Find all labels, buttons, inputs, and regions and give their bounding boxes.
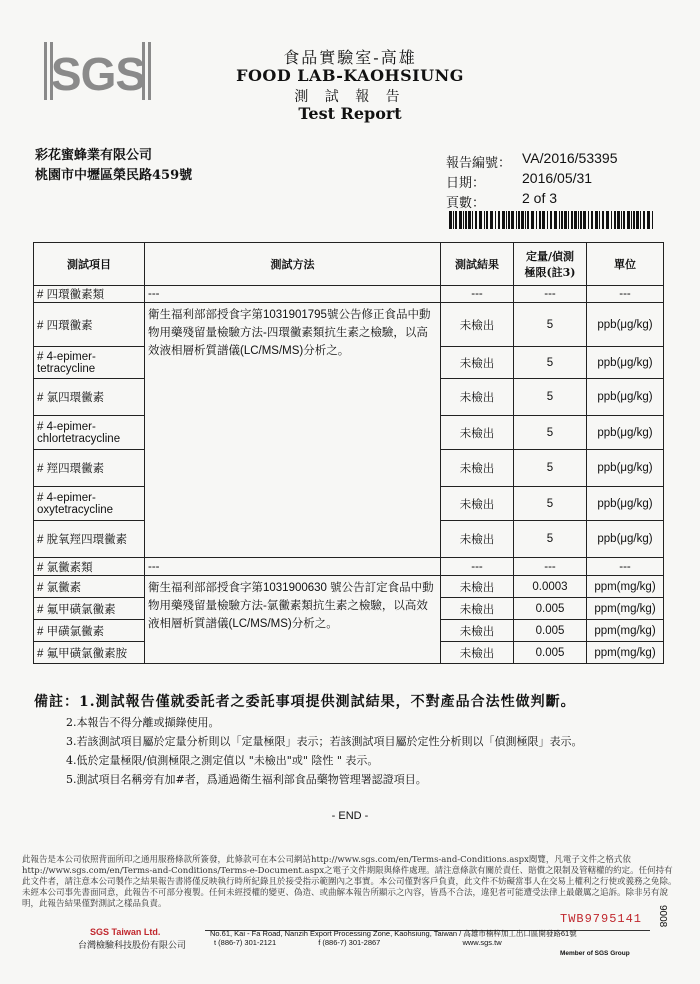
barcode-bar (633, 211, 635, 229)
barcode-bar (591, 211, 593, 229)
group2-method: --- (145, 558, 441, 576)
barcode-bar (521, 211, 524, 229)
note-3: 3.若該測試項目屬於定量分析則以「定量極限」表示；若該測試項目屬於定性分析則以「偵測極限」表示。 (66, 735, 583, 748)
footer-contact (214, 938, 502, 947)
barcode-bar (554, 211, 557, 229)
group2-name: # 氯黴素類 (34, 558, 145, 576)
group1-method: --- (145, 286, 441, 303)
limit-cell: 5 (514, 521, 587, 558)
limit-cell: 5 (514, 416, 587, 450)
results-table (33, 242, 664, 664)
item-cell: # 羥四環黴素 (34, 450, 145, 487)
group2-result: --- (441, 558, 514, 576)
side-code: 9008 (657, 905, 668, 928)
group1-unit: --- (587, 286, 664, 303)
item-cell: # 氯四環黴素 (34, 379, 145, 416)
footer-phone: t (886-7) 301-2121 (214, 938, 277, 947)
barcode-bar (643, 211, 645, 229)
barcode-bar (465, 211, 467, 229)
barcode-bar (588, 211, 589, 229)
group1-result: --- (441, 286, 514, 303)
table-row (34, 303, 664, 347)
limit-cell: 5 (514, 487, 587, 521)
barcode-bar (647, 211, 650, 229)
barcode-bar (583, 211, 586, 229)
barcode-bar (506, 211, 507, 229)
unit-cell: ppb(μg/kg) (587, 521, 664, 558)
report-page-value: 2 of 3 (522, 190, 558, 206)
item-cell: # 氟甲磺氯黴素胺 (34, 642, 145, 664)
barcode-bar (495, 211, 496, 229)
barcode-bar (536, 211, 537, 229)
barcode-bar (559, 211, 560, 229)
item-cell: # 四環黴素 (34, 303, 145, 347)
footer-web: www.sgs.tw (462, 938, 502, 947)
result-cell: 未檢出 (441, 487, 514, 521)
barcode-bar (527, 211, 529, 229)
unit-cell: ppb(μg/kg) (587, 450, 664, 487)
note-4: 4.低於定量極限/偵測極限之測定值以 "未檢出"或" 陰性 " 表示。 (66, 754, 379, 767)
barcode-bar (479, 211, 482, 229)
barcode-bar (571, 211, 573, 229)
barcode-bar (531, 211, 534, 229)
table-header-row (34, 243, 664, 286)
barcode-bar (640, 211, 641, 229)
barcode-bar (627, 211, 630, 229)
limit-cell: 5 (514, 450, 587, 487)
footer-address: No.61, Kai - Fa Road, Nanzih Export Processing Zone, Kaohsiung, Taiwan / 高雄市楠梓加工出口區開發路61號 (210, 929, 577, 938)
unit-cell: ppb(μg/kg) (587, 487, 664, 521)
result-cell: 未檢出 (441, 598, 514, 620)
unit-cell: ppb(μg/kg) (587, 303, 664, 347)
header-unit: 單位 (587, 243, 664, 286)
barcode-bar (617, 211, 620, 229)
result-cell: 未檢出 (441, 521, 514, 558)
result-cell: 未檢出 (441, 620, 514, 642)
header-method: 測試方法 (145, 243, 441, 286)
barcode-bar (511, 211, 514, 229)
barcode-bar (502, 211, 505, 229)
barcode-bar (547, 211, 548, 229)
barcode-bar (525, 211, 526, 229)
report-no-value: VA/2016/53395 (522, 150, 618, 166)
limit-cell: 0.005 (514, 642, 587, 664)
result-cell: 未檢出 (441, 576, 514, 598)
result-cell: 未檢出 (441, 347, 514, 379)
item-cell: # 甲磺氯黴素 (34, 620, 145, 642)
barcode-bar (652, 211, 653, 229)
item-cell: # 脫氧羥四環黴素 (34, 521, 145, 558)
barcode-bar (561, 211, 563, 229)
item-cell: # 4-epimer-oxytetracycline (34, 487, 145, 521)
barcode-bar (602, 211, 604, 229)
item-cell: # 氟甲磺氯黴素 (34, 598, 145, 620)
barcode-bar (468, 211, 471, 229)
header-limit (514, 243, 587, 286)
disclaimer: 此報告是本公司依照背面所印之通用服務條款所簽發，此條款可在本公司網站http://www.sgs.com/en/Terms-and-Conditions.aspx閱覽，凡電子文件之格式依http://www.sgs.com/en/Terms-and-Conditions/Terms-e-Document.aspx之電子文件期限與條件處理。請注意條款有關於責任、賠償之限制及管轄權的約定。任何持有此文件者，請注意本公司製作之結果報告書將僅反映執行時所紀錄且於接受指示範圍內之事實。本公司僅對客戶負責，此文件不妨礙當事人在交易上權利之行使或義務之免除。未經本公司事先書面同意，此報告不可部分複製。任何未經授權的變更、偽造、或曲解本報告所顯示之內容，皆爲不合法，違犯者可能遭受法律上最嚴厲之追訴。除非另有說明，此報告結果僅對測試之樣品負責。 (22, 855, 677, 909)
client-address: 桃園市中壢區榮民路459號 (35, 168, 193, 183)
limit-cell: 5 (514, 347, 587, 379)
report-no-label: 報告編號： (446, 156, 512, 171)
barcode-bar (550, 211, 552, 229)
group1-name: # 四環黴素類 (34, 286, 145, 303)
barcode-bar (455, 211, 457, 229)
barcode-bar (486, 211, 488, 229)
barcode-bar (516, 211, 517, 229)
barcode-bar (539, 211, 541, 229)
barcode-bar (449, 211, 452, 229)
barcode-bar (453, 211, 454, 229)
result-cell: 未檢出 (441, 450, 514, 487)
barcode-bar (568, 211, 569, 229)
header-result: 測試結果 (441, 243, 514, 286)
group2-method-text: 衛生福利部部授食字第1031900630 號公告訂定食品中動物用藥殘留量檢驗方法-氯黴素類抗生素之檢驗，以高效液相層析質譜儀(LC/MS/MS)分析之。 (145, 576, 441, 664)
group1-method-text: 衛生福利部部授食字第1031901795號公告修正食品中動物用藥殘留量檢驗方法-四環黴素類抗生素之檢驗，以高效液相層析質譜儀(LC/MS/MS)分析之。 (145, 303, 441, 558)
barcode-bar (599, 211, 600, 229)
item-cell: # 4-epimer-tetracycline (34, 347, 145, 379)
client-name: 彩花蜜蜂業有限公司 (35, 148, 153, 163)
report-title-en: Test Report (298, 104, 402, 123)
table-row (34, 558, 664, 576)
unit-cell: ppm(mg/kg) (587, 576, 664, 598)
result-cell: 未檢出 (441, 303, 514, 347)
unit-cell: ppb(μg/kg) (587, 379, 664, 416)
barcode-bar (631, 211, 632, 229)
header-limit-line2: 極限(註3) (524, 266, 576, 279)
barcode-bar (508, 211, 510, 229)
result-cell: 未檢出 (441, 416, 514, 450)
table-row (34, 576, 664, 598)
lab-name-zh: 食品實驗室-高雄 (283, 48, 417, 67)
limit-cell: 0.0003 (514, 576, 587, 598)
barcode-bar (518, 211, 520, 229)
report-date-label: 日期： (446, 176, 486, 191)
table-row (34, 286, 664, 303)
limit-cell: 5 (514, 303, 587, 347)
report-page-label: 頁數： (446, 196, 486, 211)
result-cell: 未檢出 (441, 379, 514, 416)
report-date-value: 2016/05/31 (522, 170, 593, 186)
note-5: 5.測試項目名稱旁有加#者，爲通過衛生福利部食品藥物管理署認證項目。 (66, 773, 427, 786)
note-1: 備註：1.測試報告僅就委託者之委託事項提供測試結果，不對產品合法性做判斷。 (34, 694, 576, 710)
group2-limit: --- (514, 558, 587, 576)
barcode-bar (484, 211, 485, 229)
barcode (449, 211, 656, 229)
limit-cell: 5 (514, 379, 587, 416)
report-title-zh: 測 試 報 告 (294, 89, 406, 105)
limit-cell: 0.005 (514, 620, 587, 642)
group1-limit: --- (514, 286, 587, 303)
footer-company-en: SGS Taiwan Ltd. (90, 927, 161, 937)
barcode-bar (564, 211, 567, 229)
note-2: 2.本報告不得分離或擷錄使用。 (66, 716, 220, 729)
footer-company-zh: 台灣檢驗科技股份有限公司 (78, 941, 187, 951)
barcode-bar (578, 211, 579, 229)
serial-number: TWB9795141 (560, 912, 643, 926)
barcode-bar (574, 211, 577, 229)
footer-fax: f (886-7) 301-2867 (318, 938, 381, 947)
group2-unit: --- (587, 558, 664, 576)
barcode-bar (595, 211, 598, 229)
header-item: 測試項目 (34, 243, 145, 286)
unit-cell: ppb(μg/kg) (587, 416, 664, 450)
unit-cell: ppm(mg/kg) (587, 642, 664, 664)
barcode-bar (472, 211, 473, 229)
limit-cell: 0.005 (514, 598, 587, 620)
barcode-bar (475, 211, 477, 229)
barcode-bar (542, 211, 545, 229)
barcode-bar (498, 211, 500, 229)
lab-name-en: FOOD LAB-KAOHSIUNG (236, 66, 464, 85)
barcode-bar (606, 211, 609, 229)
unit-cell: ppm(mg/kg) (587, 620, 664, 642)
barcode-bar (611, 211, 612, 229)
end-marker: - END - (331, 810, 369, 822)
item-cell: # 4-epimer-chlortetracycline (34, 416, 145, 450)
barcode-bar (580, 211, 582, 229)
sgs-logo-text: SGS (50, 48, 146, 100)
item-cell: # 氯黴素 (34, 576, 145, 598)
unit-cell: ppb(μg/kg) (587, 347, 664, 379)
barcode-bar (623, 211, 625, 229)
barcode-bar (636, 211, 639, 229)
unit-cell: ppm(mg/kg) (587, 598, 664, 620)
result-cell: 未檢出 (441, 642, 514, 664)
notes (34, 691, 583, 790)
barcode-bar (459, 211, 462, 229)
barcode-bar (490, 211, 493, 229)
barcode-bar (614, 211, 616, 229)
header-limit-line1: 定量/偵測 (525, 250, 575, 263)
barcode-bar (621, 211, 622, 229)
barcode-bar (463, 211, 464, 229)
footer-member: Member of SGS Group (560, 950, 630, 957)
